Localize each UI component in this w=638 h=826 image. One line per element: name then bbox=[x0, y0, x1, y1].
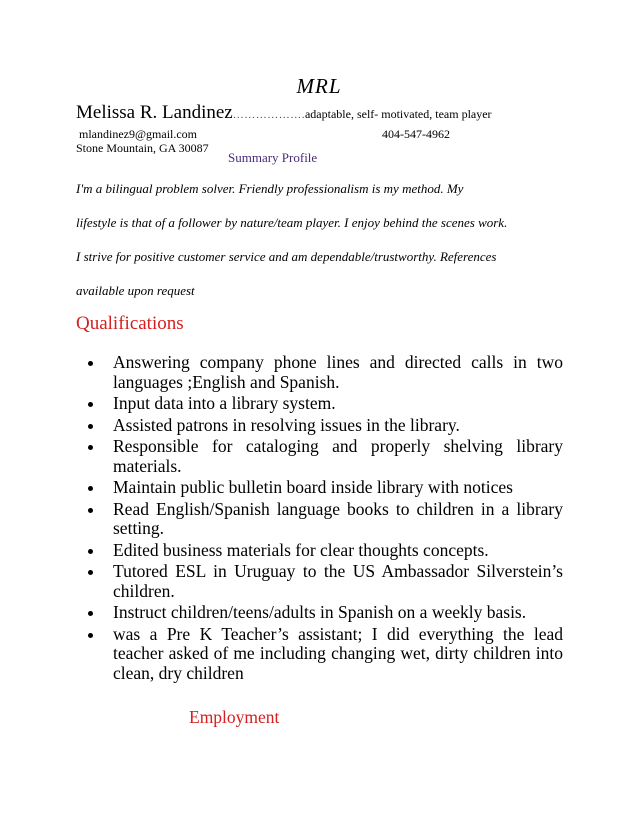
bullet-icon bbox=[88, 633, 93, 638]
bullet-icon bbox=[88, 424, 93, 429]
list-item-text: Input data into a library system. bbox=[113, 393, 336, 413]
list-item bbox=[76, 353, 563, 392]
document-title: MRL bbox=[296, 74, 342, 98]
bullet-icon bbox=[88, 486, 93, 491]
list-item bbox=[76, 416, 563, 436]
list-item-text: Edited business materials for clear thoughts concepts. bbox=[113, 539, 489, 560]
employment-heading: Employment bbox=[189, 707, 280, 727]
list-item-text: Responsible for cataloging and properly shelving library materials. bbox=[113, 436, 563, 476]
name-line bbox=[76, 102, 492, 124]
phone-number: 404-547-4962 bbox=[382, 127, 450, 141]
list-item-text: Tutored ESL in Uruguay to the US Ambassador Silverstein’s children. bbox=[113, 561, 563, 601]
applicant-name: Melissa R. Landinez bbox=[76, 102, 233, 123]
list-item-text: Instruct children/teens/adults in Spanish on a weekly basis. bbox=[113, 602, 527, 622]
leader-dots: ………………. bbox=[232, 109, 305, 121]
list-item-text: Read English/Spanish language books to children in a library setting. bbox=[113, 498, 563, 538]
list-item-text: was a Pre K Teacher’s assistant; I did everything the lead teacher asked of me including changing wet, dirty children into clean, dry children bbox=[113, 623, 563, 683]
list-item bbox=[76, 437, 563, 476]
summary-heading: Summary Profile bbox=[228, 150, 318, 165]
list-item-text: Assisted patrons in resolving issues in the library. bbox=[113, 414, 460, 435]
summary-line: I strive for positive customer service and am dependable/trustworthy. References bbox=[76, 249, 497, 264]
personal-traits: adaptable, self- motivated, team player bbox=[304, 107, 492, 121]
summary-line: lifestyle is that of a follower by nature/team player. I enjoy behind the scenes work. bbox=[76, 215, 508, 230]
list-item-text: Maintain public bulletin board inside library with notices bbox=[113, 477, 513, 497]
list-item bbox=[76, 478, 563, 498]
summary-line: available upon request bbox=[76, 283, 195, 298]
list-item bbox=[76, 541, 563, 561]
bullet-icon bbox=[88, 611, 93, 616]
qualifications-heading: Qualifications bbox=[76, 313, 184, 334]
bullet-icon bbox=[88, 445, 93, 450]
list-item bbox=[76, 603, 563, 623]
email-address: mlandinez9@gmail.com bbox=[79, 127, 198, 141]
list-item-text: Answering company phone lines and directed calls in two languages ;English and Spanish. bbox=[113, 352, 563, 392]
list-item bbox=[76, 625, 563, 684]
list-item bbox=[76, 500, 563, 539]
summary-line: I'm a bilingual problem solver. Friendly professionalism is my method. My bbox=[76, 181, 464, 196]
list-item bbox=[76, 562, 563, 601]
bullet-icon bbox=[88, 508, 93, 513]
list-item bbox=[76, 394, 563, 414]
bullet-icon bbox=[88, 402, 93, 407]
bullet-icon bbox=[88, 549, 93, 554]
qualifications-list bbox=[76, 353, 563, 685]
location: Stone Mountain, GA 30087 bbox=[76, 141, 209, 155]
bullet-icon bbox=[88, 361, 93, 366]
bullet-icon bbox=[88, 570, 93, 575]
